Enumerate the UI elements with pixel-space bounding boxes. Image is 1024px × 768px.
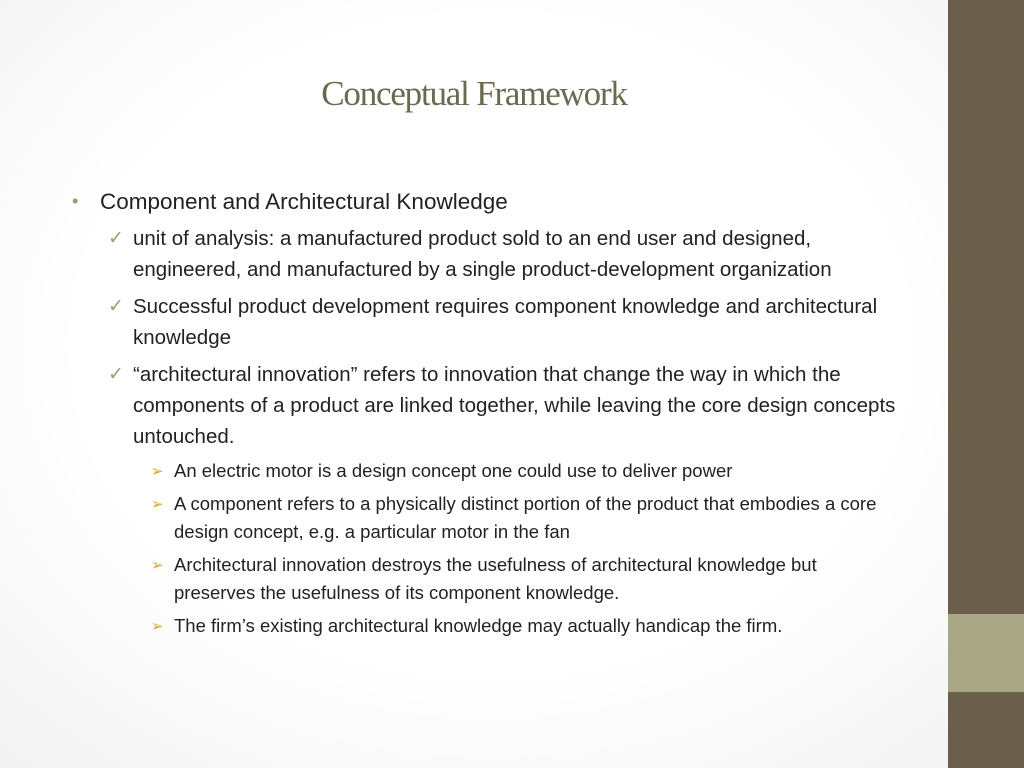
check-item xyxy=(72,359,902,452)
check-item xyxy=(72,223,902,285)
check-item xyxy=(72,291,902,353)
arrowhead-bullet-icon: ➢ xyxy=(151,495,164,513)
sub-item xyxy=(72,490,902,546)
sub-item xyxy=(72,612,902,640)
arrowhead-bullet-icon: ➢ xyxy=(151,462,164,480)
sub-text: An electric motor is a design concept one could use to deliver power xyxy=(174,460,733,481)
checkmark-icon: ✓ xyxy=(108,227,124,249)
check-text: unit of analysis: a manufactured product sold to an end user and designed, engineered, and manufactured by a single product-development organization xyxy=(133,227,832,281)
bullet-item xyxy=(72,186,902,217)
sub-text: A component refers to a physically distinct portion of the product that embodies a core design concept, e.g. a particular motor in the fan xyxy=(174,493,877,542)
slide-title: Conceptual Framework xyxy=(321,74,627,113)
slide-content xyxy=(72,186,902,640)
round-bullet-icon: • xyxy=(72,191,79,211)
sub-text: The firm’s existing architectural knowledge may actually handicap the firm. xyxy=(174,615,783,636)
sub-text: Architectural innovation destroys the usefulness of architectural knowledge but preserves the usefulness of its component knowledge. xyxy=(174,554,817,603)
arrowhead-bullet-icon: ➢ xyxy=(151,617,164,635)
checkmark-icon: ✓ xyxy=(108,363,124,385)
sub-item xyxy=(72,457,902,485)
check-text: Successful product development requires component knowledge and architectural knowledge xyxy=(133,295,878,349)
checkmark-icon: ✓ xyxy=(108,295,124,317)
sidebar-accent-block xyxy=(948,614,1024,692)
arrowhead-bullet-icon: ➢ xyxy=(151,556,164,574)
bullet-text: Component and Architectural Knowledge xyxy=(100,189,508,214)
sub-item xyxy=(72,551,902,607)
check-text: “architectural innovation” refers to innovation that change the way in which the components of a product are linked together, while leaving the core design concepts untouched. xyxy=(133,363,896,448)
